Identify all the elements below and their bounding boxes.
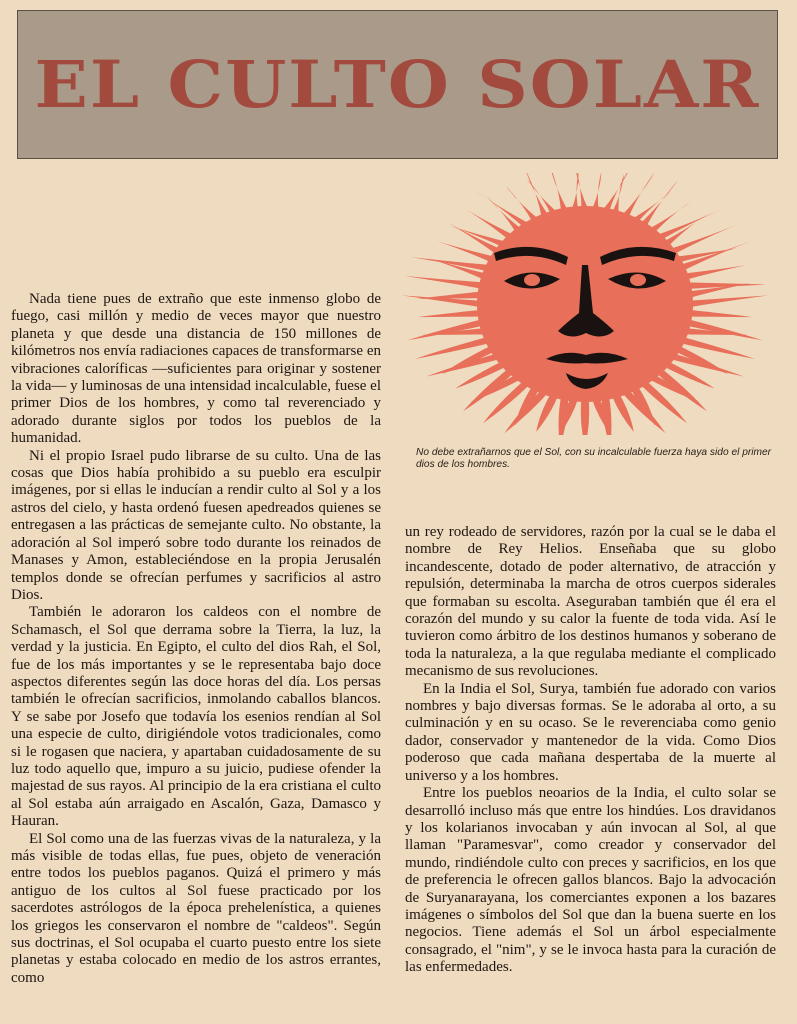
article-paragraph: En la India el Sol, Surya, también fue adorado con varios nombres y bajo diversas formas. Se le adoraba al orto, a su culminación y en su ocaso. Se le reverenciaba como genio dador, conservador y mantenedor de la vida. Como Dios poderoso que cada mañana despertaba de la muerte al universo y a los hombres. xyxy=(405,680,776,784)
sun-ray xyxy=(474,190,531,228)
article-paragraph: Ni el propio Israel pudo librarse de su culto. Una de las cosas que Dios había prohibido a su pueblo era esculpir imágenes, por si ellas le inducían a rendir culto al Sol y a los astros del cielo, y hasta ordenó fuesen apedreados quienes se entregasen a las prácticas de semejante culto. No obstante, la adoración al Sol imperó sobre todo durante los reinados de Manases y Amon, estableciéndose en la propia Jerusalén templos donde se ofrecían perfumes y sacrificios al astro Dios. xyxy=(11,447,381,603)
sun-ray xyxy=(675,248,738,262)
article-right-column xyxy=(405,524,776,977)
page-title: EL CULTO SOLAR xyxy=(34,46,761,123)
sun-ray xyxy=(486,196,522,234)
sun-ray xyxy=(621,173,655,219)
sun-ray xyxy=(640,180,678,228)
title-banner xyxy=(17,10,778,159)
article-left-column xyxy=(11,291,381,987)
article-paragraph-continued: un rey rodeado de servidores, razón por la cual se le daba el nombre de Rey Helios. Enseñaba que su globo incandescente, dotado de poder alternativo, de atracción y repulsión, determinaba la marcha de otros cuerpos siderales que formaban su escolta. Aseguraban también que él era el corazón del mundo y su calor la fuente de toda vida. Así le tuvieron como árbitro de los destinos humanos y soberano de toda la naturaleza, a la que regulaba mediante el complicado mecanismo de sus revoluciones. xyxy=(405,524,776,680)
sun-ray xyxy=(592,173,602,211)
figure-caption: No debe extrañarnos que el Sol, con su incalculable fuerza haya sido el primer dios de los hombres. xyxy=(416,447,772,470)
sun-ray xyxy=(683,265,745,280)
sun-ray xyxy=(438,217,500,254)
sun-ray xyxy=(612,174,624,215)
article-paragraph: El Sol como una de las fuerzas vivas de la naturaleza, y la más visible de todas ellas, fue pues, objeto de veneración entre todos los pueblos paganos. Quizá el primero y más antiguo de los cultos al Sol fuese practicado por los sacerdotes astrólogos de la época prehelenística, a quienes los griegos les conservaron el nombre de "caldeos". Según sus doctrinas, el Sol ocupaba el cuarto puesto entre los siete planetas y estaba colocado en medio de los astros errantes, como xyxy=(11,830,381,986)
sun-ray xyxy=(689,295,769,307)
sun-face-icon xyxy=(396,173,774,435)
sun-ray xyxy=(506,186,539,223)
sun-ray xyxy=(411,257,490,271)
sun-ray xyxy=(559,396,569,436)
sun-ray xyxy=(581,398,589,435)
sun-ray xyxy=(417,292,482,299)
article-paragraph: Nada tiene pues de extraño que este inmenso globo de fuego, casi millón y medio de veces mayor que nuestro planeta y que desde una distancia de 150 millones de kilómetros nos envía radiaciones capaces de transformarse en vibraciones caloríficas —suficientes para originar y sostener la vida— y luminosas de una intensidad incalculable, fuese el primer Dios de los hombres, y como tal reverenciado y adorado durante siglos por todos los pueblos de la humanidad. xyxy=(11,291,381,447)
sun-ray xyxy=(455,203,514,240)
article-paragraph: También le adoraron los caldeos con el nombre de Schamasch, el Sol que derrama sobre la Tierra, la luz, la verdad y la justicia. En Egipto, el culto del dios Rah, el Sol, fue de los más importantes y se le representaba bajo doce aspectos diferentes según las doce horas del día. Los persas también le ofrecían sacrificios, inmolando caballos blancos. Y se sabe por Josefo que todavía los esenios rendían al Sol una especie de culto, dirigiéndole votos tradicionales, como si le rogasen que naciera, y apartaban cuidadosamente de su luz todo aquello que, impuro a su juicio, pudiese ofender la majestad de sus rayos. Al principio de la era cristiana el culto al Sol estaba aún arraigado en Ascalón, Gaza, Damasco y Hauran. xyxy=(11,604,381,830)
sun-ray xyxy=(549,173,568,213)
sun-ray xyxy=(418,310,482,317)
sun-ray xyxy=(648,201,692,234)
sun-ray xyxy=(688,310,752,317)
article-paragraph: Entre los pueblos neoarios de la India, el culto solar se desarrolló incluso más que entre los hindúes. Los dravidanos y los kolarianos invocaban y aún invocan al Sol, al que llaman "Paramesvar", como creador y conservador del mundo, rindiéndole culto con preces y sacrificios, en los que de preferencia le ofrecen gallos blancos. Bajo la advocación de Suryanarayana, los comerciantes exponen a los bazares imágenes o símbolos del Sol que dan la buena suerte en los negocios. Tiene además el Sol un árbol especialmente consagrado, el "nim", y se le invoca hasta para la curación de las enfermedades. xyxy=(405,785,776,976)
sun-ray xyxy=(405,276,484,289)
